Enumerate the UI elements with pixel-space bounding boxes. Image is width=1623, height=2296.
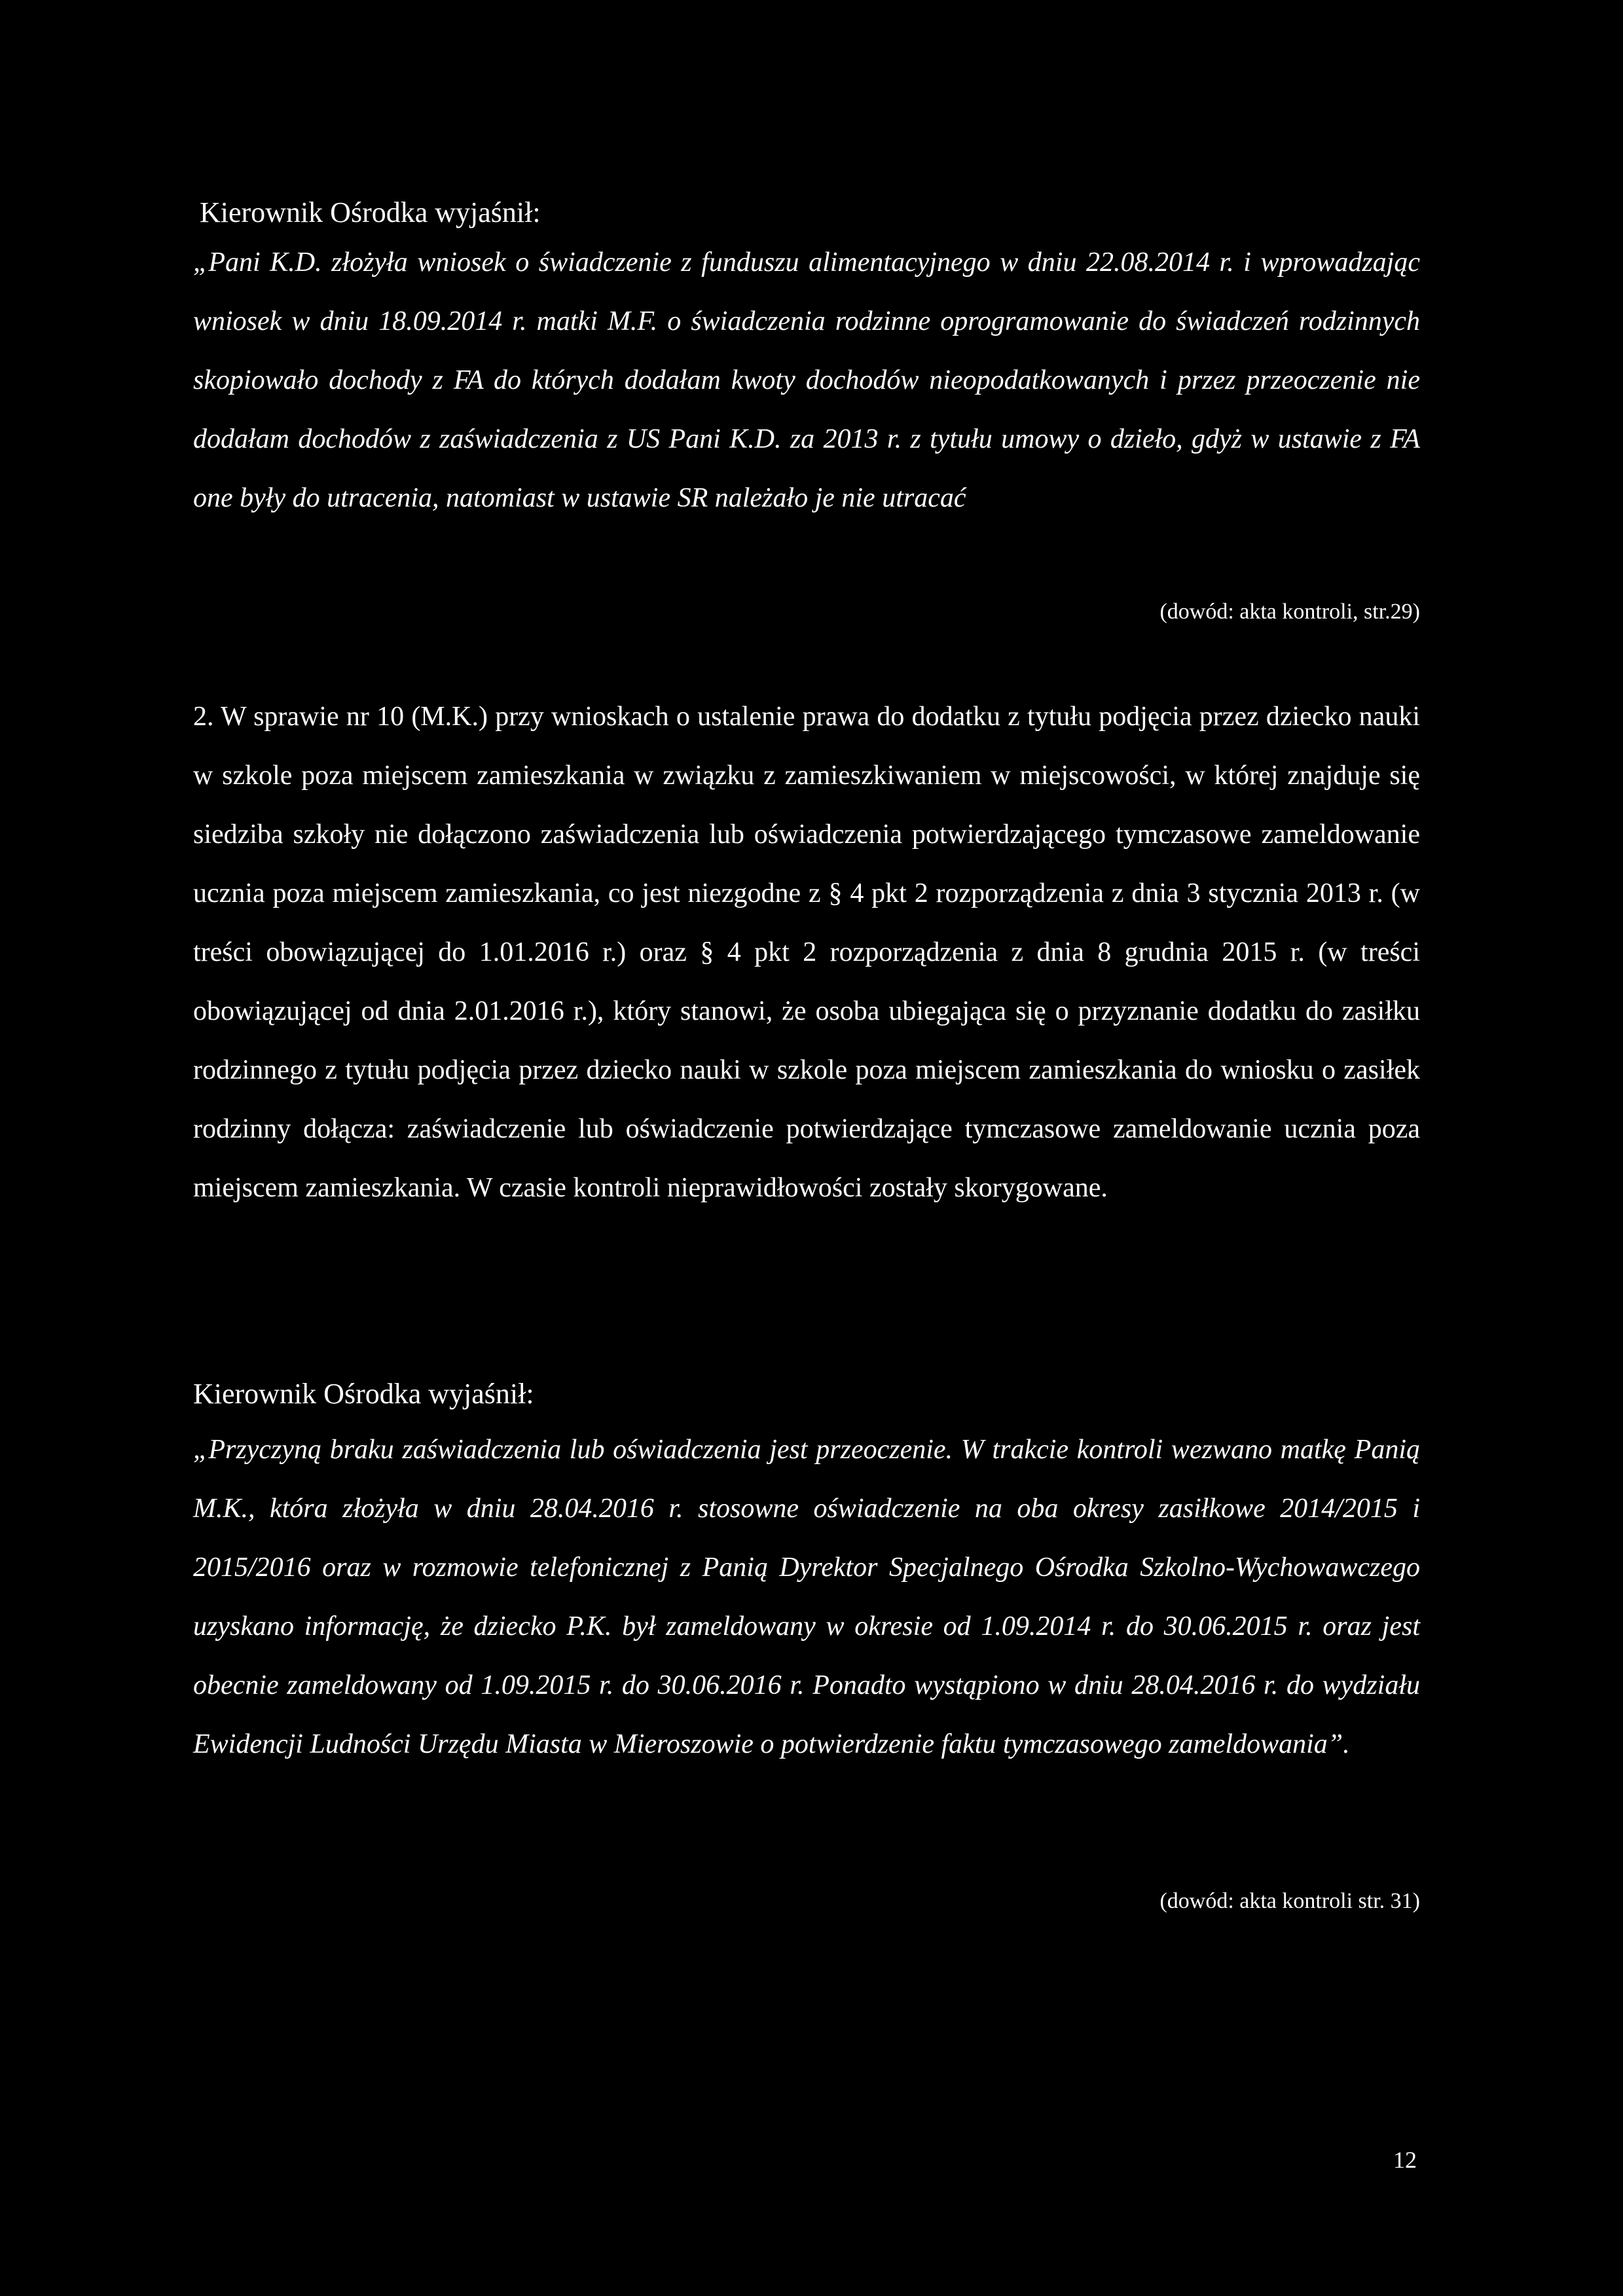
page-number: 12 <box>1393 2147 1417 2173</box>
first-explanation-quote: „Pani K.D. złożyła wniosek o świadczenie z funduszu alimentacyjnego w dniu 22.08.2014 r. i wprowadzając wniosek w dniu 18.09.2014 r. matki M.F. o świadczenia rodzinne oprogramowanie do świadczeń rodzinnych skopiowało dochody z FA do których dodałam kwoty dochodów nieopodatkowanych i przez przeoczenie nie dodałam dochodów z zaświadczenia z US Pani K.D. za 2013 r. z tytułu umowy o dzieło, gdyż w ustawie z FA one były do utracenia, natomiast w ustawie SR należało je nie utracać <box>193 247 1420 513</box>
first-evidence-reference: (dowód: akta kontroli, str.29) <box>1159 600 1420 624</box>
first-explanation-heading: Kierownik Ośrodka wyjaśnił: <box>200 196 541 228</box>
second-evidence-reference: (dowód: akta kontroli str. 31) <box>1159 1889 1420 1913</box>
case-ten-finding-paragraph: 2. W sprawie nr 10 (M.K.) przy wnioskach o ustalenie prawa do dodatku z tytułu podjęcia przez dziecko nauki w szkole poza miejscem zamieszkania w związku z zamieszkiwaniem w miejscowości, w której znajduje się siedziba szkoły nie dołączono zaświadczenia lub oświadczenia potwierdzającego tymczasowe zameldowanie ucznia poza miejscem zamieszkania, co jest niezgodne z § 4 pkt 2 rozporządzenia z dnia 3 stycznia 2013 r. (w treści obowiązującej do 1.01.2016 r.) oraz § 4 pkt 2 rozporządzenia z dnia 8 grudnia 2015 r. (w treści obowiązującej od dnia 2.01.2016 r.), który stanowi, że osoba ubiegająca się o przyznanie dodatku do zasiłku rodzinnego z tytułu podjęcia przez dziecko nauki w szkole poza miejscem zamieszkania do wniosku o zasiłek rodzinny dołącza: zaświadczenie lub oświadczenie potwierdzające tymczasowe zameldowanie ucznia poza miejscem zamieszkania. W czasie kontroli nieprawidłowości zostały skorygowane. <box>193 702 1420 1203</box>
second-explanation-quote: „Przyczyną braku zaświadczenia lub oświadczenia jest przeoczenie. W trakcie kontroli wezwano matkę Panią M.K., która złożyła w dniu 28.04.2016 r. stosowne oświadczenie na oba okresy zasiłkowe 2014/2015 i 2015/2016 oraz w rozmowie telefonicznej z Panią Dyrektor Specjalnego Ośrodka Szkolno-Wychowawczego uzyskano informację, że dziecko P.K. był zameldowany w okresie od 1.09.2014 r. do 30.06.2015 r. oraz jest obecnie zameldowany od 1.09.2015 r. do 30.06.2016 r. Ponadto wystąpiono w dniu 28.04.2016 r. do wydziału Ewidencji Ludności Urzędu Miasta w Mieroszowie o potwierdzenie faktu tymczasowego zameldowania”. <box>193 1435 1420 1759</box>
second-explanation-heading: Kierownik Ośrodka wyjaśnił: <box>193 1378 534 1410</box>
